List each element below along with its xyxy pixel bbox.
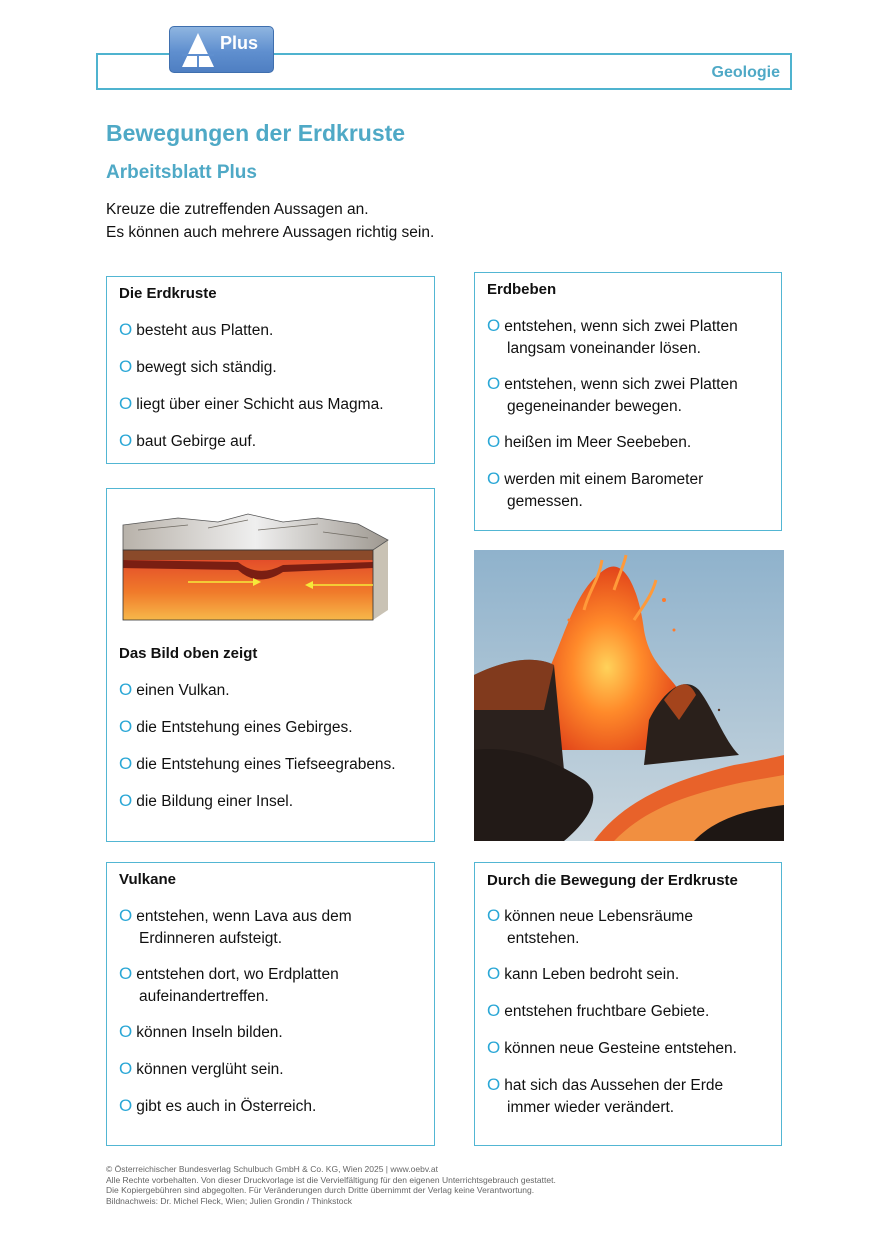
option-text: immer wieder verändert.: [507, 1099, 675, 1116]
logo-text: Plus: [220, 33, 259, 53]
checkbox-option[interactable]: [119, 753, 396, 776]
checkbox-option[interactable]: [119, 356, 277, 379]
checkbox-option[interactable]: [119, 905, 352, 950]
checkbox-option[interactable]: [487, 373, 738, 418]
option-text: besteht aus Platten.: [136, 322, 274, 339]
option-text: gibt es auch in Österreich.: [136, 1098, 317, 1115]
circle-checkbox-icon[interactable]: O: [119, 717, 133, 736]
option-text: Erdinneren aufsteigt.: [139, 930, 283, 947]
option-text: können neue Lebensräume: [504, 908, 693, 925]
option-text: liegt über einer Schicht aus Magma.: [136, 396, 384, 413]
checkbox-option[interactable]: [487, 315, 738, 360]
footer-line: Bildnachweis: Dr. Michel Fleck, Wien; Julien Grondin / Thinkstock: [106, 1195, 352, 1206]
subject-label: Geologie: [711, 64, 780, 81]
option-text: hat sich das Aussehen der Erde: [504, 1077, 724, 1094]
plate-collision-diagram: [118, 510, 393, 625]
quiz-box-erdkruste: [106, 276, 435, 464]
option-text: die Entstehung eines Gebirges.: [136, 719, 353, 736]
option-text: einen Vulkan.: [136, 682, 230, 699]
checkbox-option[interactable]: [119, 716, 353, 739]
page-title: Bewegungen der Erdkruste: [106, 120, 406, 146]
option-text: können Inseln bilden.: [136, 1024, 283, 1041]
option-text: gemessen.: [507, 493, 583, 510]
quiz-box-vulkane: [106, 862, 435, 1146]
circle-checkbox-icon[interactable]: O: [487, 1001, 501, 1020]
volcano-eruption-photo: [474, 550, 784, 841]
quiz-box-erdbeben: [474, 272, 782, 531]
circle-checkbox-icon[interactable]: O: [487, 906, 501, 925]
option-text: heißen im Meer Seebeben.: [504, 434, 692, 451]
box-heading: Das Bild oben zeigt: [119, 645, 258, 662]
circle-checkbox-icon[interactable]: O: [119, 394, 133, 413]
page-subtitle: Arbeitsblatt Plus: [106, 162, 257, 183]
circle-checkbox-icon[interactable]: O: [119, 320, 133, 339]
circle-checkbox-icon[interactable]: O: [487, 1038, 501, 1057]
circle-checkbox-icon[interactable]: O: [487, 374, 501, 393]
option-text: entstehen.: [507, 930, 580, 947]
circle-checkbox-icon[interactable]: O: [119, 680, 133, 699]
circle-checkbox-icon[interactable]: O: [119, 1059, 133, 1078]
footer-line: Alle Rechte vorbehalten. Von dieser Druckvorlage ist die Vervielfältigung für den eigenen Unterrichtsgebrauch gestattet.: [106, 1174, 556, 1185]
instruction-line: Kreuze die zutreffenden Aussagen an.: [106, 201, 369, 218]
box-heading: Erdbeben: [487, 281, 557, 298]
option-text: bewegt sich ständig.: [136, 359, 277, 376]
box-heading: Die Erdkruste: [119, 285, 217, 302]
circle-checkbox-icon[interactable]: O: [487, 469, 501, 488]
option-text: kann Leben bedroht sein.: [504, 966, 680, 983]
footer-line: © Österreichischer Bundesverlag Schulbuch GmbH & Co. KG, Wien 2025 | www.oebv.at: [106, 1164, 438, 1174]
checkbox-option[interactable]: [119, 963, 339, 1008]
option-text: entstehen dort, wo Erdplatten: [136, 966, 339, 983]
checkbox-option[interactable]: [119, 319, 273, 342]
checkbox-option[interactable]: [119, 790, 293, 813]
quiz-box-bewegung: [474, 862, 782, 1146]
circle-checkbox-icon[interactable]: O: [119, 791, 133, 810]
checkbox-option[interactable]: [119, 430, 256, 453]
checkbox-option[interactable]: [119, 1058, 284, 1081]
checkbox-option[interactable]: [487, 963, 679, 986]
footer-line: Die Kopiergebühren sind abgegolten. Für Veränderungen durch Dritte übernimmt der Verlag keine Verantwortung.: [106, 1185, 535, 1195]
checkbox-option[interactable]: [487, 1074, 723, 1119]
option-text: entstehen, wenn sich zwei Platten: [504, 318, 738, 335]
checkbox-option[interactable]: [487, 905, 693, 950]
checkbox-option[interactable]: [119, 679, 230, 702]
footer-copyright: [106, 1164, 556, 1206]
checkbox-option[interactable]: [119, 1095, 316, 1118]
checkbox-option[interactable]: [487, 1037, 737, 1060]
circle-checkbox-icon[interactable]: O: [119, 906, 133, 925]
box-heading: Durch die Bewegung der Erdkruste: [487, 872, 738, 889]
checkbox-option[interactable]: [487, 1000, 709, 1023]
box-heading: Vulkane: [119, 871, 176, 888]
plus-logo: [169, 26, 274, 73]
option-text: gegeneinander bewegen.: [507, 398, 682, 415]
option-text: aufeinandertreffen.: [139, 988, 269, 1005]
option-text: entstehen, wenn sich zwei Platten: [504, 376, 738, 393]
circle-checkbox-icon[interactable]: O: [119, 964, 133, 983]
checkbox-option[interactable]: [119, 393, 384, 416]
circle-checkbox-icon[interactable]: O: [487, 964, 501, 983]
checkbox-option[interactable]: [487, 431, 691, 454]
circle-checkbox-icon[interactable]: O: [487, 432, 501, 451]
option-text: können verglüht sein.: [136, 1061, 284, 1078]
option-text: langsam voneinander lösen.: [507, 340, 701, 357]
option-text: können neue Gesteine entstehen.: [504, 1040, 737, 1057]
circle-checkbox-icon[interactable]: O: [119, 1096, 133, 1115]
instruction-line: Es können auch mehrere Aussagen richtig sein.: [106, 224, 435, 241]
circle-checkbox-icon[interactable]: O: [119, 754, 133, 773]
option-text: entstehen, wenn Lava aus dem: [136, 908, 352, 925]
option-text: werden mit einem Barometer: [504, 471, 704, 488]
circle-checkbox-icon[interactable]: O: [119, 431, 133, 450]
checkbox-option[interactable]: [487, 468, 703, 513]
circle-checkbox-icon[interactable]: O: [119, 357, 133, 376]
option-text: baut Gebirge auf.: [136, 433, 257, 450]
circle-checkbox-icon[interactable]: O: [119, 1022, 133, 1041]
option-text: die Bildung einer Insel.: [136, 793, 294, 810]
circle-checkbox-icon[interactable]: O: [487, 316, 501, 335]
option-text: entstehen fruchtbare Gebiete.: [504, 1003, 710, 1020]
checkbox-option[interactable]: [119, 1021, 283, 1044]
instructions: [106, 198, 434, 244]
circle-checkbox-icon[interactable]: O: [487, 1075, 501, 1094]
option-text: die Entstehung eines Tiefseegrabens.: [136, 756, 396, 773]
